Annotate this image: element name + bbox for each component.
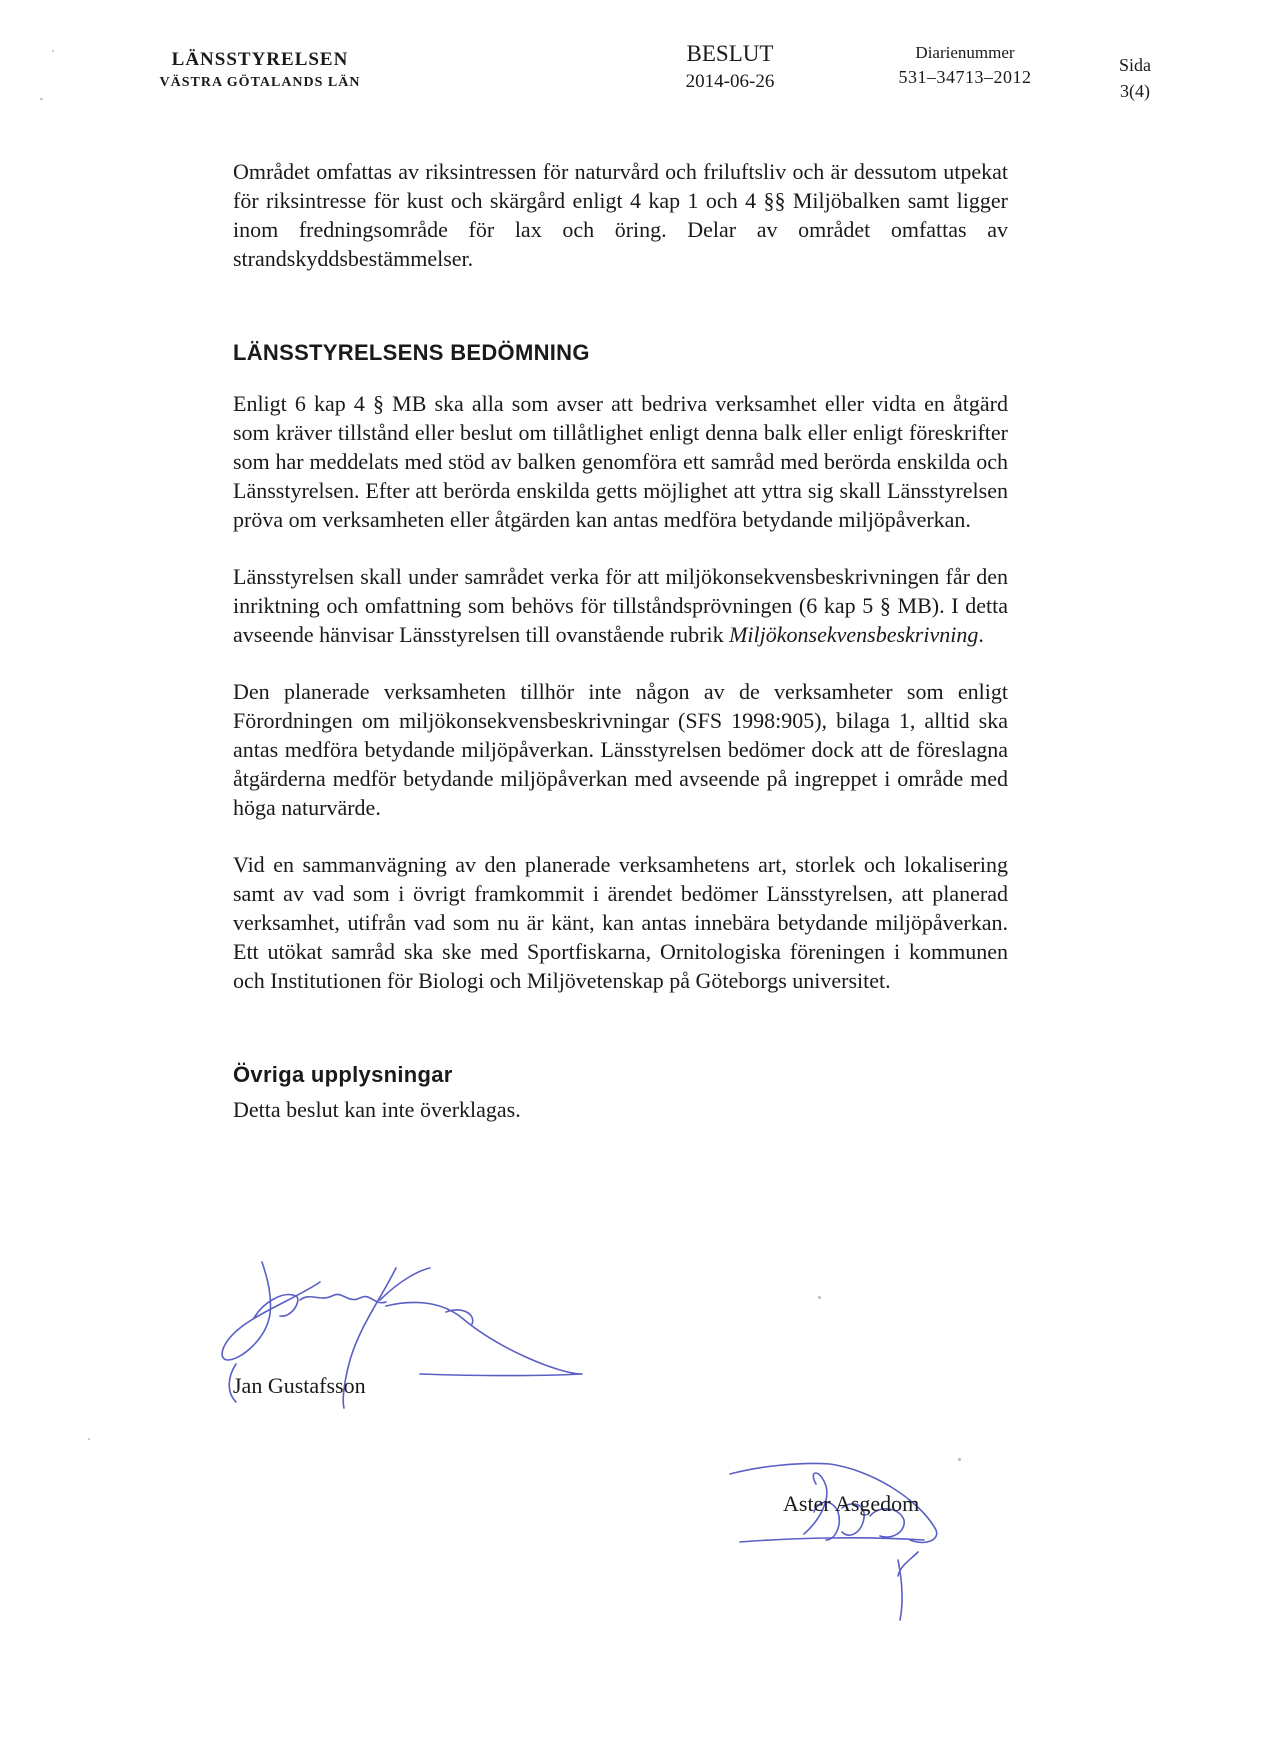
scan-speck <box>40 98 43 100</box>
scan-speck <box>52 50 54 52</box>
organization-name: LÄNSSTYRELSEN <box>171 49 349 70</box>
other-info-heading: Övriga upplysningar <box>233 1062 453 1087</box>
assessment-paragraph-2-end: . <box>978 622 984 647</box>
intro-paragraph: Området omfattas av riksintressen för naturvård och friluftsliv och är dessutom utpekat för riksintresse för kust och skärgård enligt 4 kap 1 och 4 §§ Miljöbalken samt ligger inom fredningsområde för lax och öring. Delar av området omfattas av strandskyddsbestämmelser. <box>233 159 1008 271</box>
assessment-paragraph-3: Den planerade verksamheten tillhör inte någon av de verksamheter som enligt Förordningen om miljökonsekvensbeskrivningar (SFS 1998:905), bilaga 1, alltid ska antas medföra betydande miljöpåverkan. Länsstyrelsen bedömer dock att de föreslagna åtgärderna medför betydande miljöpåverkan med avseende på ingreppet i område med höga naturvärde. <box>233 679 1008 820</box>
scan-speck <box>958 1458 961 1461</box>
diarienummer-value: 531–34713–2012 <box>898 67 1032 87</box>
diarienummer-label: Diarienummer <box>915 43 1015 62</box>
scan-speck <box>818 1296 821 1299</box>
document-date: 2014-06-26 <box>685 71 775 92</box>
reference-heading: Miljökonsekvensbeskrivning <box>729 622 979 647</box>
document-type: BESLUT <box>686 41 774 66</box>
document-body <box>233 157 1008 1124</box>
assessment-paragraph-1: Enligt 6 kap 4 § MB ska alla som avser att bedriva verksamhet eller vidta en åtgärd som kräver tillstånd eller beslut om tillåtlighet enligt denna balk eller enligt föreskrifter som har meddelats med stöd av balken genomföra ett samråd med berörda enskilda och Länsstyrelsen. Efter att berörda enskilda getts möjlighet att yttra sig skall Länsstyrelsen pröva om verksamheten eller åtgärden kan antas medföra betydande miljöpåverkan. <box>233 391 1008 532</box>
assessment-paragraph-4: Vid en sammanvägning av den planerade verksamhetens art, storlek och lokalisering samt av vad som i övrigt framkommit i ärendet bedömer Länsstyrelsen, att planerad verksamhet, utifrån vad som nu är känt, kan antas innebära betydande miljöpåverkan. Ett utökat samråd ska ske med Sportfiskarna, Ornitologiska föreningen i kommunen och Institutionen för Biologi och Miljövetenskap på Göteborgs universitet. <box>233 852 1008 993</box>
assessment-paragraph-2 <box>233 562 1008 649</box>
letterhead <box>0 48 520 94</box>
organization-region: VÄSTRA GÖTALANDS LÄN <box>159 75 361 90</box>
assessment-heading: LÄNSSTYRELSENS BEDÖMNING <box>233 340 590 365</box>
signatory-2-name: Aster Asgedom <box>783 1491 920 1516</box>
page-number: 3(4) <box>1120 81 1150 101</box>
other-info-text: Detta beslut kan inte överklagas. <box>233 1097 521 1122</box>
assessment-paragraph-2-text: Länsstyrelsen skall under samrådet verka för att miljökonsekvensbeskrivningen får den inriktning och omfattning som behövs för tillståndsprövningen (6 kap 5 § MB). I detta avseende hänvisar Länsstyrelsen till ovanstående rubrik <box>233 564 1008 647</box>
scan-speck <box>88 1438 90 1440</box>
page-label: Sida <box>1118 55 1151 75</box>
signatory-1-name: Jan Gustafsson <box>233 1373 366 1398</box>
